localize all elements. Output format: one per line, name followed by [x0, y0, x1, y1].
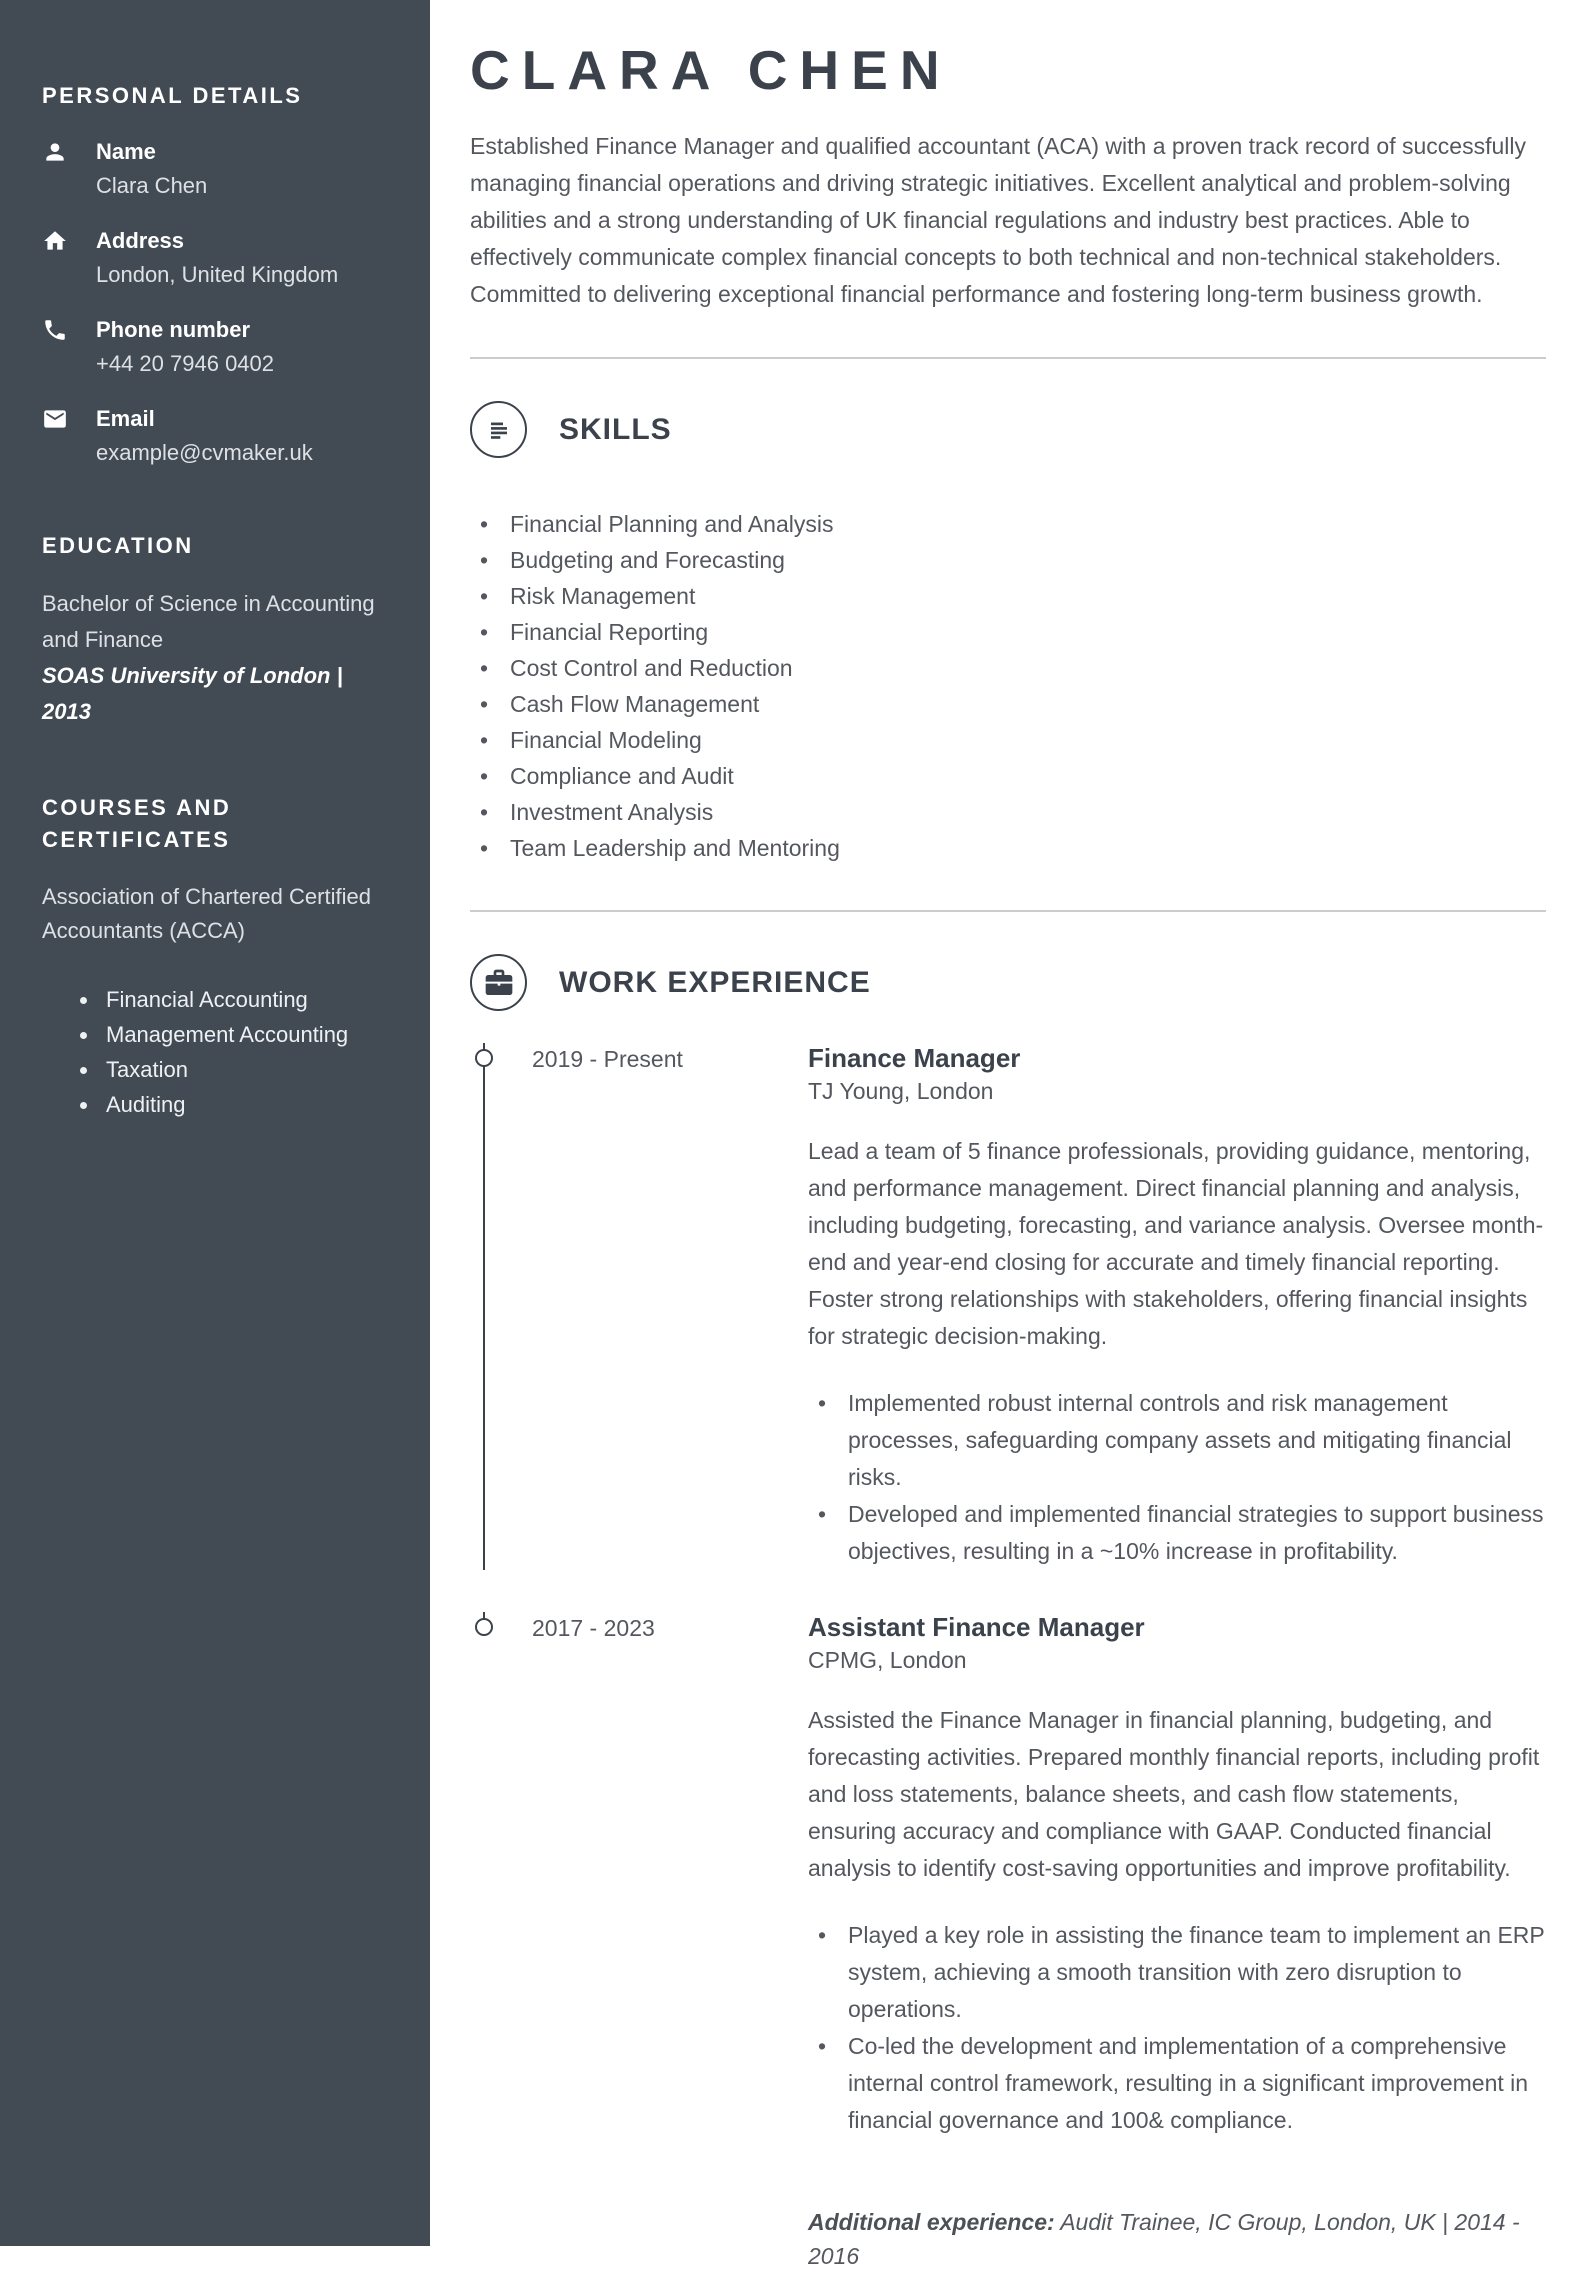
- education-heading: EDUCATION: [42, 533, 194, 558]
- highlight-item: • Played a key role in assisting the finance team to implement an ERP system, achieving a smooth transition with zero disruption to operations.: [816, 1917, 1546, 2028]
- timeline-marker-icon: [475, 1618, 493, 1636]
- education-section: [42, 530, 392, 730]
- list-lines-icon: [470, 401, 527, 458]
- personal-details-heading: PERSONAL DETAILS: [42, 83, 303, 108]
- courses-organization: Association of Chartered Certified Accountants (ACCA): [42, 884, 371, 943]
- highlight-item: • Co-led the development and implementation of a comprehensive internal control framework, resulting in a significant improvement in financial governance and 100& compliance.: [816, 2028, 1546, 2139]
- entry-body: [808, 1612, 1546, 2139]
- entry-company: TJ Young, London: [808, 1078, 994, 1104]
- detail-value: Clara Chen: [96, 173, 208, 198]
- courses-section: [42, 792, 392, 1122]
- detail-value: example@cvmaker.uk: [96, 440, 313, 465]
- cv-holder-name: CLARA CHEN: [470, 39, 952, 101]
- skill-item: • Financial Modeling: [478, 722, 1546, 758]
- course-item: • Financial Accounting: [100, 982, 392, 1017]
- skill-item: • Compliance and Audit: [478, 758, 1546, 794]
- detail-label: Email: [96, 406, 155, 431]
- entry-body: [808, 1043, 1546, 1570]
- timeline-marker-icon: [475, 1049, 493, 1067]
- personal-details-list: [42, 137, 392, 468]
- skill-item: • Cash Flow Management: [478, 686, 1546, 722]
- personal-details-section: [42, 80, 392, 468]
- skills-list: [470, 506, 1546, 866]
- entry-company: CPMG, London: [808, 1647, 967, 1673]
- detail-text: [96, 226, 338, 290]
- work-experience-timeline: [470, 1043, 1546, 2181]
- work-experience-entry: [470, 1612, 1546, 2181]
- work-experience-section-title: WORK EXPERIENCE: [559, 965, 871, 999]
- course-item: • Auditing: [100, 1087, 392, 1122]
- person-icon: [42, 139, 68, 165]
- course-item: • Taxation: [100, 1052, 392, 1087]
- home-icon: [42, 228, 68, 254]
- entry-description: Assisted the Finance Manager in financial planning, budgeting, and forecasting activities. Prepared monthly financial reports, including profit and loss statements, balance sheets, and cash flow statements, ensuring accuracy and compliance with GAAP. Conducted financial analysis to identify cost-saving opportunities and improve profitability.: [808, 1707, 1540, 1881]
- skills-section-header: [470, 401, 1546, 458]
- detail-label: Phone number: [96, 317, 251, 342]
- personal-detail-item: [42, 315, 392, 379]
- entry-job-title: Finance Manager: [808, 1043, 1021, 1073]
- detail-text: [96, 404, 313, 468]
- entry-period: 2019 - Present: [532, 1046, 683, 1072]
- work-experience-entry: [470, 1043, 1546, 1612]
- detail-label: Name: [96, 139, 156, 164]
- divider: [470, 357, 1546, 359]
- timeline-gutter: [470, 1043, 532, 1570]
- highlight-item: • Developed and implemented financial strategies to support business objectives, resulting in a ~10% increase in profitability.: [816, 1496, 1546, 1570]
- education-degree: Bachelor of Science in Accounting and Finance: [42, 591, 375, 652]
- detail-value: London, United Kingdom: [96, 262, 339, 287]
- skill-item: • Risk Management: [478, 578, 1546, 614]
- personal-detail-item: [42, 137, 392, 201]
- entry-description: Lead a team of 5 finance professionals, providing guidance, mentoring, and performance management. Direct financial planning and analysis, including budgeting, forecasting, and variance analysis. Oversee month-end and year-end closing for accurate and timely financial reporting. Foster strong relationships with stakeholders, offering financial insights for strategic decision-making.: [808, 1138, 1544, 1349]
- skills-section-title: SKILLS: [559, 412, 672, 446]
- additional-experience-value: Audit Trainee, IC Group, London, UK | 2014 - 2016: [808, 2209, 1520, 2269]
- personal-detail-item: [42, 226, 392, 290]
- briefcase-icon: [470, 954, 527, 1011]
- email-icon: [42, 406, 68, 432]
- cv-main: [430, 0, 1588, 2269]
- sidebar: [0, 0, 430, 2246]
- skill-item: • Budgeting and Forecasting: [478, 542, 1546, 578]
- skill-item: • Investment Analysis: [478, 794, 1546, 830]
- additional-experience: [808, 2205, 1546, 2273]
- skill-item: • Team Leadership and Mentoring: [478, 830, 1546, 866]
- entry-period: 2017 - 2023: [532, 1615, 655, 1641]
- entry-job-title: Assistant Finance Manager: [808, 1612, 1145, 1642]
- entry-highlights-list: [808, 1917, 1546, 2139]
- skill-item: • Cost Control and Reduction: [478, 650, 1546, 686]
- education-institution: SOAS University of London | 2013: [42, 663, 343, 724]
- divider: [470, 910, 1546, 912]
- skill-item: • Financial Planning and Analysis: [478, 506, 1546, 542]
- work-experience-section-header: [470, 954, 1546, 1011]
- courses-heading: COURSES AND CERTIFICATES: [42, 795, 232, 852]
- skill-item: • Financial Reporting: [478, 614, 1546, 650]
- phone-icon: [42, 317, 68, 343]
- highlight-item: • Implemented robust internal controls and risk management processes, safeguarding company assets and mitigating financial risks.: [816, 1385, 1546, 1496]
- detail-value: +44 20 7946 0402: [96, 351, 275, 376]
- courses-list: [42, 982, 392, 1122]
- timeline-gutter: [470, 1612, 532, 2139]
- detail-text: [96, 137, 207, 201]
- course-item: • Management Accounting: [100, 1017, 392, 1052]
- detail-text: [96, 315, 274, 379]
- personal-detail-item: [42, 404, 392, 468]
- entry-highlights-list: [808, 1385, 1546, 1570]
- profile-summary: Established Finance Manager and qualified accountant (ACA) with a proven track record of successfully managing financial operations and driving strategic initiatives. Excellent analytical and problem-solving abilities and a strong understanding of UK financial regulations and industry best practices. Able to effectively communicate complex financial concepts to both technical and non-technical stakeholders. Committed to delivering exceptional financial performance and fostering long-term business growth.: [470, 133, 1526, 307]
- detail-label: Address: [96, 228, 185, 253]
- additional-experience-label: Additional experience:: [808, 2209, 1055, 2235]
